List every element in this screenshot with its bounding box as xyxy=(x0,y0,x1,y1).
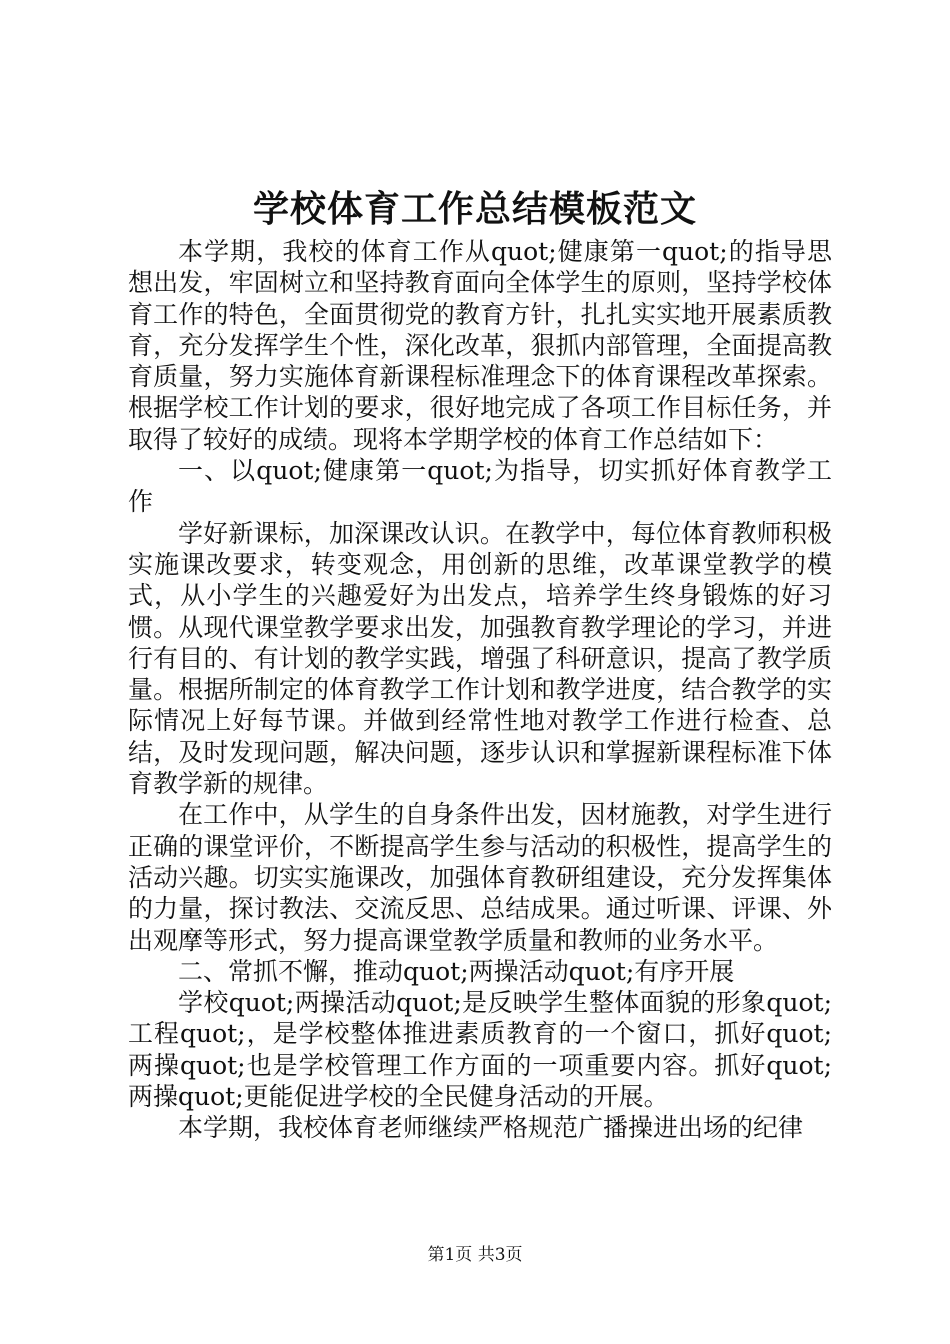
document-title: 学校体育工作总结模板范文 xyxy=(252,188,697,230)
body-paragraph: 本学期，我校体育老师继续严格规范广播操进出场的纪律 xyxy=(178,1113,804,1143)
section-heading-1: 一、以quot;健康第一quot;为指导，切实抓好体育教学工作 xyxy=(128,456,832,517)
page-footer: 第1页 共3页 xyxy=(427,1245,523,1265)
document-body xyxy=(128,236,832,1144)
body-paragraph: 学校quot;两操活动quot;是反映学生整体面貌的形象quot;工程quot;，是学校整体推进素质教育的一个窗口，抓好quot;两操quot;也是学校管理工作方面的一项重要内容。抓好quot;两操quot;更能促进学校的全民健身活动的开展。 xyxy=(128,988,832,1112)
body-paragraph: 学好新课标，加深课改认识。在教学中，每位体育教师积极实施课改要求，转变观念，用创新的思维，改革课堂教学的模式，从小学生的兴趣爱好为出发点，培养学生终身锻炼的好习惯。从现代课堂教学要求出发，加强教育教学理论的学习，并进行有目的、有计划的教学实践，增强了科研意识，提高了教学质量。根据所制定的体育教学工作计划和教学进度，结合教学的实际情况上好每节课。并做到经常性地对教学工作进行检查、总结，及时发现问题，解决问题，逐步认识和掌握新课程标准下体育教学新的规律。 xyxy=(128,518,832,799)
body-paragraph: 在工作中，从学生的自身条件出发，因材施教，对学生进行正确的课堂评价，不断提高学生参与活动的积极性，提高学生的活动兴趣。切实实施课改，加强体育教研组建设，充分发挥集体的力量，探讨教法、交流反思、总结成果。通过听课、评课、外出观摩等形式，努力提高课堂教学质量和教师的业务水平。 xyxy=(128,800,832,955)
section-heading-2: 二、常抓不懈，推动quot;两操活动quot;有序开展 xyxy=(178,956,735,986)
intro-paragraph: 本学期，我校的体育工作从quot;健康第一quot;的指导思想出发，牢固树立和坚持教育面向全体学生的原则，坚持学校体育工作的特色，全面贯彻党的教育方针，扎扎实实地开展素质教育，充分发挥学生个性，深化改革，狠抓内部管理，全面提高教育质量，努力实施体育新课程标准理念下的体育课程改革探索。根据学校工作计划的要求，很好地完成了各项工作目标任务，并取得了较好的成绩。现将本学期学校的体育工作总结如下： xyxy=(128,237,832,454)
